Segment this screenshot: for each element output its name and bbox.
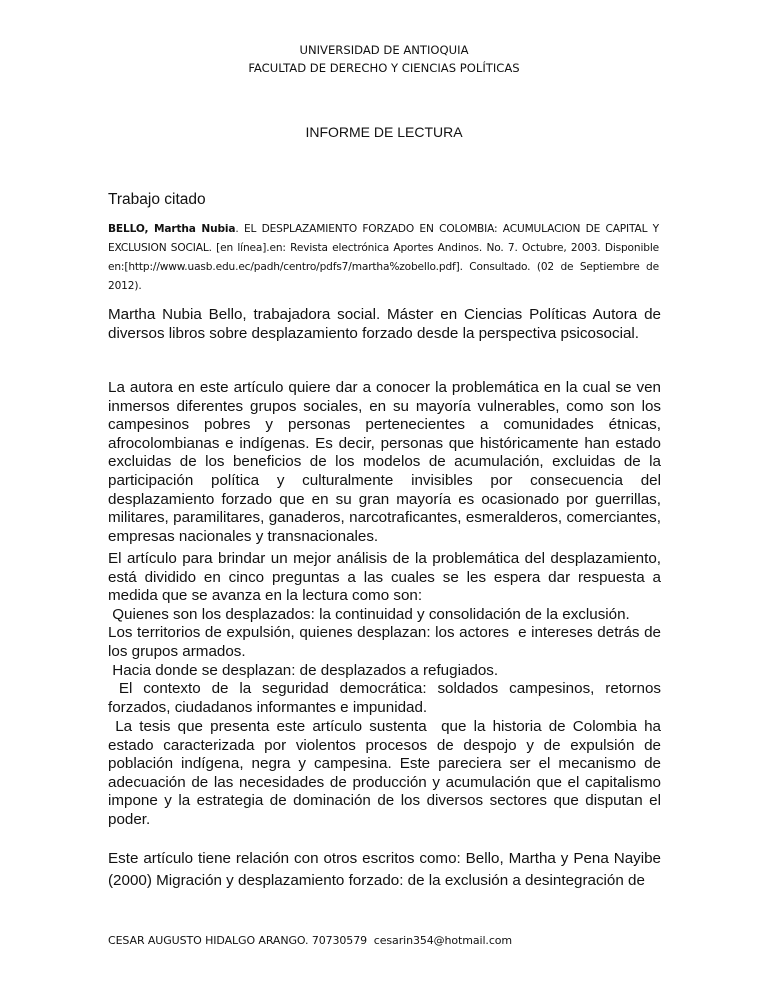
page-footer: CESAR AUGUSTO HIDALGO ARANGO. 70730579 cesarin354@hotmail.com bbox=[108, 934, 513, 947]
citation-details: . EL DESPLAZAMIENTO FORZADO EN COLOMBIA: ACUMULACION DE CAPITAL Y EXCLUSION SOCIAL. [en línea].en: Revista electrónica Aportes Andinos. No. 7. Octubre, 2003. Disponible en:[http://www.uasb.edu.ec/padh/centro/pdfs7/martha%zobello.pdf]. Consultado. (02 de Septiembre de 2012). bbox=[108, 223, 659, 292]
section-heading: Trabajo citado bbox=[108, 191, 206, 208]
author-bio-paragraph: Martha Nubia Bello, trabajadora social. Máster en Ciencias Políticas Autora de diversos libros sobre desplazamiento forzado desde la perspectiva psicosocial. bbox=[108, 306, 661, 342]
university-name: UNIVERSIDAD DE ANTIOQUIA bbox=[299, 43, 469, 57]
structure-item-4: El contexto de la seguridad democrática: soldados campesinos, retornos forzados, ciudadanos informantes e impunidad. bbox=[108, 680, 666, 716]
structure-intro: El artículo para brindar un mejor análisis de la problemática del desplazamiento, está dividido en cinco preguntas a las cuales se les espera dar respuesta a medida que se avanza en la lectura como son: bbox=[108, 550, 661, 605]
report-title: INFORME DE LECTURA bbox=[305, 124, 463, 140]
structure-item-2: Los territorios de expulsión, quienes desplazan: los actores e intereses detrás de los grupos armados. bbox=[108, 624, 666, 660]
intro-paragraph: La autora en este artículo quiere dar a conocer la problemática en la cual se ven inmersos diferentes grupos sociales, en su mayoría vulnerables, como son los campesinos pobres y personas pertenecientes a comunidades étnicas, afrocolombianas e indígenas. Es decir, personas que históricamente han estado excluidas de los beneficios de los modelos de acumulación, excluidas de la participación política y culturalmente invisibles por consecuencia del desplazamiento forzado que en su gran mayoría es ocasionado por guerrillas, militares, paramilitares, ganaderos, narcotraficantes, esmeralderos, comerciantes, empresas nacionales y transnacionales. bbox=[108, 379, 661, 545]
citation-author: BELLO, Martha Nubia bbox=[108, 223, 236, 235]
thesis-paragraph: La tesis que presenta este artículo sustenta que la historia de Colombia ha estado caracterizada por violentos procesos de despojo y de expulsión de población indígena, negra y campesina. Este pareciera ser el mecanismo de adecuación de las necesidades de producción y acumulación que el capitalismo impone y la estrategia de dominación de los diversos sectores que disputan el poder. bbox=[108, 718, 666, 828]
structure-item-1: Quienes son los desplazados: la continuidad y consolidación de la exclusión. bbox=[108, 605, 630, 623]
relation-paragraph: Este artículo tiene relación con otros escritos como: Bello, Martha y Pena Nayibe (2000) Migración y desplazamiento forzado: de la exclusión a desintegración de bbox=[108, 850, 661, 889]
citation bbox=[108, 220, 659, 296]
structure-item-3: Hacia donde se desplazan: de desplazados a refugiados. bbox=[108, 661, 499, 679]
faculty-name: FACULTAD DE DERECHO Y CIENCIAS POLÍTICAS bbox=[248, 61, 520, 75]
structure-paragraph bbox=[108, 550, 666, 717]
